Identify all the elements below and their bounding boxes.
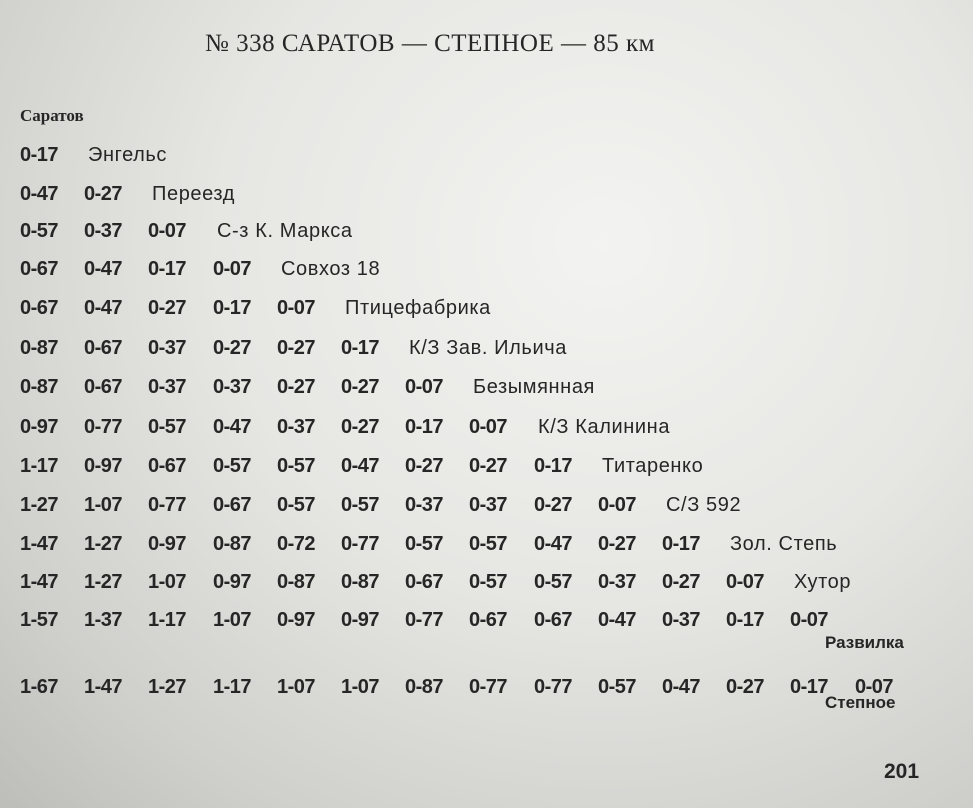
fare-cell: 0-57 bbox=[277, 494, 316, 516]
fare-cell: 1-07 bbox=[213, 609, 252, 631]
fare-cell: 0-17 bbox=[405, 416, 444, 438]
fare-cell: 0-87 bbox=[213, 533, 252, 555]
route-title: № 338 САРАТОВ — СТЕПНОЕ — 85 км bbox=[205, 30, 655, 57]
fare-cell: 0-57 bbox=[20, 220, 59, 242]
fare-cell: 0-37 bbox=[598, 571, 637, 593]
fare-cell: 0-17 bbox=[534, 455, 573, 477]
fare-cell: 1-67 bbox=[20, 676, 59, 698]
fare-cell: 1-17 bbox=[148, 609, 187, 631]
fare-cell: 0-77 bbox=[534, 676, 573, 698]
fare-cell: 0-97 bbox=[84, 455, 123, 477]
station-name: Хутор bbox=[794, 571, 852, 593]
fare-cell: 0-87 bbox=[20, 376, 59, 398]
station-name: Безымянная bbox=[473, 376, 595, 398]
fare-cell: 0-57 bbox=[277, 455, 316, 477]
fare-cell: 0-37 bbox=[148, 337, 187, 359]
fare-cell: 0-37 bbox=[148, 376, 187, 398]
fare-cell: 0-57 bbox=[148, 416, 187, 438]
fare-cell: 1-27 bbox=[84, 533, 123, 555]
fare-cell: 0-57 bbox=[405, 533, 444, 555]
origin-station: Саратов bbox=[20, 106, 84, 125]
fare-cell: 0-97 bbox=[277, 609, 316, 631]
fare-cell: 0-57 bbox=[534, 571, 573, 593]
station-name: Степное bbox=[825, 693, 896, 712]
fare-cell: 0-17 bbox=[726, 609, 765, 631]
station-name: Совхоз 18 bbox=[281, 258, 381, 280]
fare-cell: 0-17 bbox=[790, 676, 829, 698]
station-name: С-з К. Маркса bbox=[217, 220, 353, 242]
fare-cell: 0-67 bbox=[84, 376, 123, 398]
station-name: Птицефабрика bbox=[345, 297, 491, 319]
station-name: Зол. Степь bbox=[730, 533, 838, 555]
fare-cell: 1-57 bbox=[20, 609, 59, 631]
fare-cell: 0-77 bbox=[405, 609, 444, 631]
fare-cell: 0-47 bbox=[341, 455, 380, 477]
fare-cell: 0-47 bbox=[662, 676, 701, 698]
fare-cell: 0-57 bbox=[469, 533, 508, 555]
fare-cell: 0-77 bbox=[148, 494, 187, 516]
fare-cell: 0-07 bbox=[726, 571, 765, 593]
fare-cell: 0-17 bbox=[148, 258, 187, 280]
station-name: Энгельс bbox=[88, 144, 168, 166]
station-name: Развилка bbox=[825, 633, 904, 652]
fare-cell: 0-47 bbox=[20, 183, 59, 205]
fare-cell: 0-67 bbox=[20, 258, 59, 280]
fare-cell: 1-27 bbox=[148, 676, 187, 698]
fare-cell: 0-27 bbox=[277, 337, 316, 359]
fare-cell: 1-17 bbox=[213, 676, 252, 698]
fare-cell: 0-07 bbox=[469, 416, 508, 438]
fare-cell: 0-27 bbox=[341, 376, 380, 398]
fare-cell: 0-27 bbox=[662, 571, 701, 593]
fare-cell: 0-37 bbox=[662, 609, 701, 631]
fare-cell: 1-07 bbox=[84, 494, 123, 516]
fare-cell: 0-17 bbox=[341, 337, 380, 359]
fare-cell: 0-67 bbox=[469, 609, 508, 631]
fare-cell: 0-37 bbox=[213, 376, 252, 398]
station-name: К/З Калинина bbox=[538, 416, 671, 438]
fare-cell: 0-47 bbox=[534, 533, 573, 555]
fare-cell: 1-47 bbox=[84, 676, 123, 698]
fare-cell: 0-47 bbox=[84, 258, 123, 280]
fare-cell: 0-27 bbox=[534, 494, 573, 516]
fare-cell: 0-57 bbox=[213, 455, 252, 477]
fare-cell: 0-57 bbox=[341, 494, 380, 516]
fare-cell: 0-07 bbox=[790, 609, 829, 631]
fare-cell: 0-27 bbox=[148, 297, 187, 319]
fare-cell: 0-57 bbox=[598, 676, 637, 698]
fare-cell: 0-07 bbox=[148, 220, 187, 242]
fare-cell: 0-27 bbox=[405, 455, 444, 477]
fare-cell: 0-07 bbox=[598, 494, 637, 516]
station-name: Переезд bbox=[152, 183, 236, 205]
fare-cell: 0-97 bbox=[341, 609, 380, 631]
fare-cell: 0-77 bbox=[469, 676, 508, 698]
fare-cell: 0-17 bbox=[213, 297, 252, 319]
fare-cell: 1-37 bbox=[84, 609, 123, 631]
fare-cell: 0-37 bbox=[405, 494, 444, 516]
fare-cell: 0-47 bbox=[598, 609, 637, 631]
fare-cell: 0-67 bbox=[405, 571, 444, 593]
fare-cell: 1-47 bbox=[20, 571, 59, 593]
fare-cell: 0-67 bbox=[213, 494, 252, 516]
station-name: К/З Зав. Ильича bbox=[409, 337, 567, 359]
fare-cell: 0-27 bbox=[84, 183, 123, 205]
fare-cell: 0-47 bbox=[84, 297, 123, 319]
fare-cell: 0-37 bbox=[277, 416, 316, 438]
fare-cell: 0-87 bbox=[277, 571, 316, 593]
fare-cell: 0-57 bbox=[469, 571, 508, 593]
fare-cell: 0-37 bbox=[84, 220, 123, 242]
fare-cell: 0-47 bbox=[213, 416, 252, 438]
fare-cell: 1-17 bbox=[20, 455, 59, 477]
fare-cell: 0-27 bbox=[213, 337, 252, 359]
station-name: Титаренко bbox=[602, 455, 704, 477]
fare-cell: 0-67 bbox=[148, 455, 187, 477]
fare-cell: 1-07 bbox=[277, 676, 316, 698]
fare-cell: 0-67 bbox=[534, 609, 573, 631]
fare-cell: 0-87 bbox=[405, 676, 444, 698]
fare-cell: 0-67 bbox=[84, 337, 123, 359]
fare-cell: 0-17 bbox=[662, 533, 701, 555]
fare-cell: 0-27 bbox=[726, 676, 765, 698]
fare-cell: 1-27 bbox=[84, 571, 123, 593]
fare-cell: 1-27 bbox=[20, 494, 59, 516]
fare-cell: 0-07 bbox=[405, 376, 444, 398]
fare-cell: 0-77 bbox=[84, 416, 123, 438]
fare-cell: 1-07 bbox=[341, 676, 380, 698]
fare-cell: 0-97 bbox=[213, 571, 252, 593]
fare-cell: 0-07 bbox=[277, 297, 316, 319]
fare-cell: 1-47 bbox=[20, 533, 59, 555]
fare-cell: 0-97 bbox=[148, 533, 187, 555]
fare-cell: 0-17 bbox=[20, 144, 59, 166]
fare-cell: 0-87 bbox=[20, 337, 59, 359]
fare-cell: 0-87 bbox=[341, 571, 380, 593]
fare-cell: 0-27 bbox=[469, 455, 508, 477]
fare-cell: 0-27 bbox=[277, 376, 316, 398]
fare-cell: 0-07 bbox=[213, 258, 252, 280]
fare-cell: 0-67 bbox=[20, 297, 59, 319]
fare-cell: 0-07 bbox=[855, 676, 894, 698]
fare-cell: 0-37 bbox=[469, 494, 508, 516]
fare-cell: 0-77 bbox=[341, 533, 380, 555]
fare-cell: 0-72 bbox=[277, 533, 316, 555]
page-number: 201 bbox=[884, 760, 920, 783]
fare-cell: 0-27 bbox=[341, 416, 380, 438]
fare-cell: 0-97 bbox=[20, 416, 59, 438]
station-name: С/З 592 bbox=[666, 494, 742, 516]
fare-cell: 0-27 bbox=[598, 533, 637, 555]
fare-cell: 1-07 bbox=[148, 571, 187, 593]
